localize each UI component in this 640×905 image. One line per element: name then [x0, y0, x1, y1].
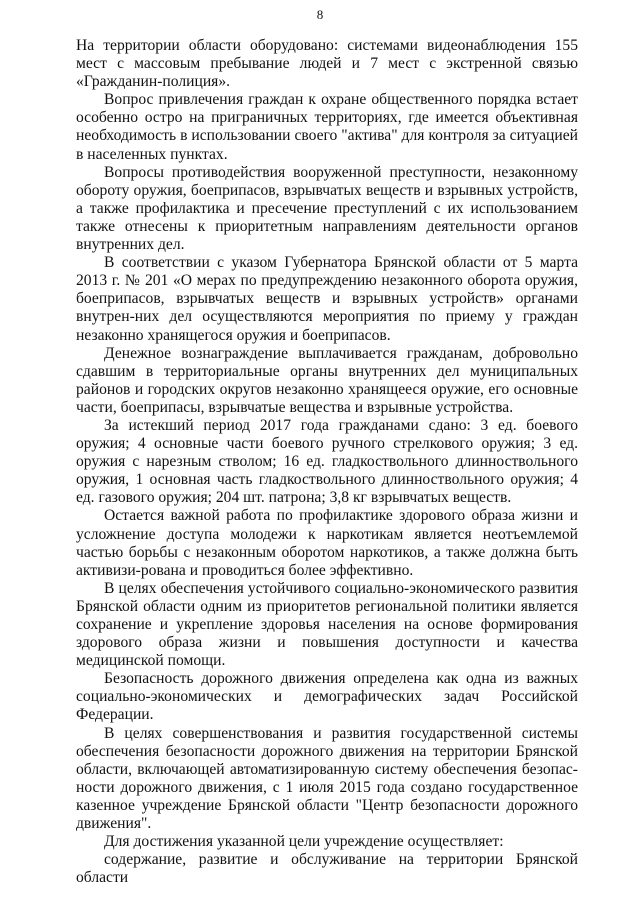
paragraph-drug-prevention: Остается важной работа по профилактике здорового образа жизни и усложнение доступа молодежи к наркотикам является неотъемлемой частью борьбы с незаконным оборотом наркотиков, а также должна быть активизи-рована и проводиться более эффективно. [76, 507, 578, 579]
paragraph-monetary-reward: Денежное вознаграждение выплачивается гражданам, добровольно сдавшим в территориальные органы внутренних дел муниципальных районов и городских округов незаконно хранящееся оружие, его основные части, боеприпасы, взрывчатые вещества и взрывные устройства. [76, 344, 578, 416]
paragraph-road-safety: Безопасность дорожного движения определена как одна из важных социально-экономических и демографических задач Российской Федерации. [76, 670, 578, 724]
paragraph-surrendered-weapons: За истекший период 2017 года гражданами сдано: 3 ед. боевого оружия; 4 основные части боевого ручного стрелкового оружия; 3 ед. оружия с нарезным стволом; 16 ед. гладкоствольного длинноствольного оружия, 1 основная часть гладкоствольного длинноствольного оружия; 4 ед. газового оружия; 204 шт. патрона; 3,8 кг взрывчатых веществ. [76, 416, 578, 507]
document-body [76, 37, 578, 887]
paragraph-road-safety-center: В целях совершенствования и развития государственной системы обеспечения безопасности дорожного движения на территории Брянской области, включающей автоматизированную систему обеспечения безопас-ности дорожного движения, с 1 июля 2015 года создано государственное казенное учреждение Брянской области "Центр безопасности дорожного движения". [76, 724, 578, 833]
paragraph-goal-intro: Для достижения указанной цели учреждение осуществляет: [104, 833, 504, 851]
paragraph-maintenance: содержание, развитие и обслуживание на территории Брянской области [76, 851, 578, 887]
page-number: 8 [316, 7, 324, 22]
paragraph-healthcare: В целях обеспечения устойчивого социально-экономического развития Брянской области одним из приоритетов региональной политики является сохранение и укрепление здоровья населения на основе формирования здорового образа жизни и повышения доступности и качества медицинской помощи. [76, 579, 578, 670]
paragraph-public-order: Вопрос привлечения граждан к охране общественного порядка встает особенно остро на приграничных территориях, где имеется объективная необходимость в использовании своего "актива" для контроля за ситуацией в населенных пунктах. [76, 91, 578, 163]
paragraph-armed-crime: Вопросы противодействия вооруженной преступности, незаконному обороту оружия, боеприпасов, взрывчатых веществ и взрывных устройств, а также профилактика и пресечение преступлений с их использованием также отнесены к приоритетным направлениям деятельности органов внутренних дел. [76, 163, 578, 254]
paragraph-video-surveillance: На территории области оборудовано: системами видеонаблюдения 155 мест с массовым пребывание людей и 7 мест с экстренной связью «Гражданин-полиция». [76, 37, 578, 91]
paragraph-governor-decree: В соответствии с указом Губернатора Брянской области от 5 марта 2013 г. № 201 «О мерах по предупреждению незаконного оборота оружия, боеприпасов, взрывчатых веществ и взрывных устройств» органами внутрен-них дел осуществляются мероприятия по приему у граждан незаконно хранящегося оружия и боеприпасов. [76, 254, 578, 344]
